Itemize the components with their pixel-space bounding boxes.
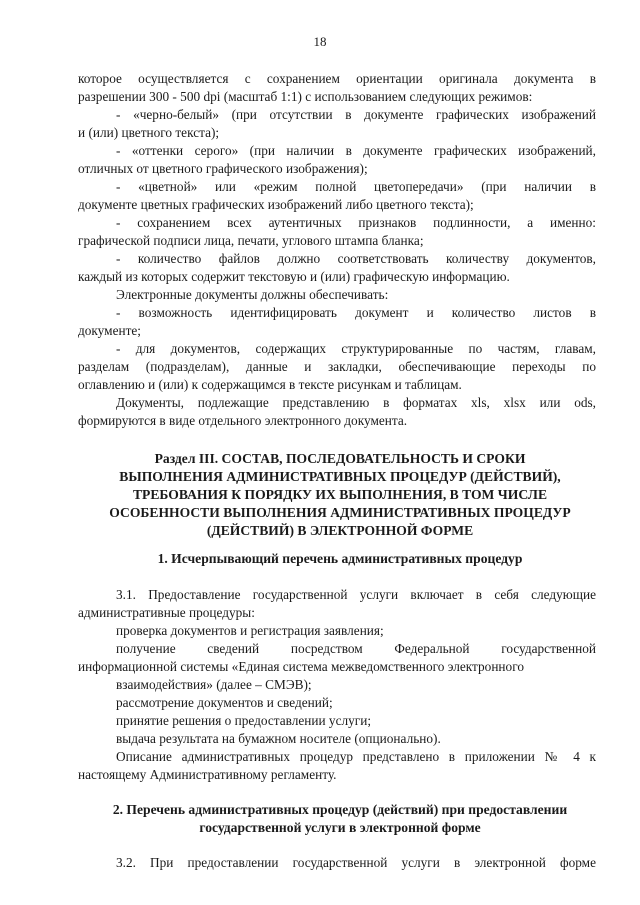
list-item-line: - для документов, содержащих структурированные по частям, главам, (116, 341, 596, 356)
text-line: административные процедуры: (78, 605, 255, 620)
text-line: разрешении 300 - 500 dpi (масштаб 1:1) с использованием следующих режимов: (78, 89, 533, 104)
section-heading-line: Раздел III. СОСТАВ, ПОСЛЕДОВАТЕЛЬНОСТЬ И СРОКИ (154, 451, 526, 466)
text-line: Электронные документы должны обеспечивать: (116, 287, 389, 302)
text-line: которое осуществляется с сохранением ориентации оригинала документа в (78, 71, 596, 86)
text-line: Описание административных процедур представлено в приложении № 4 к (116, 749, 596, 764)
text-line: формируются в виде отдельного электронного документа. (78, 413, 408, 428)
subheading: государственной услуги в электронной форме (199, 820, 481, 835)
text-line: 3.2. При предоставлении государственной услуги в электронной форме (116, 855, 596, 870)
list-item-line: графической подписи лица, печати, углового штампа бланка; (78, 233, 424, 248)
list-item-line: документе; (78, 323, 141, 338)
list-item-line: - сохранением всех аутентичных признаков подлинности, а именно: (116, 215, 596, 230)
list-item-line: - «цветной» или «режим полной цветопередачи» (при наличии в (116, 179, 596, 194)
list-item-line: - «черно-белый» (при отсутствии в документе графических изображений (116, 107, 596, 122)
list-item-line: - «оттенки серого» (при наличии в документе графических изображений, (116, 143, 596, 158)
list-item-line: - количество файлов должно соответствовать количеству документов, (116, 251, 596, 266)
list-item-line: информационной системы «Единая система межведомственного электронного (78, 659, 524, 674)
list-item-line: взаимодействия» (далее – СМЭВ); (116, 677, 312, 692)
list-item-line: получение сведений посредством Федеральной государственной (116, 641, 596, 656)
list-item: выдача результата на бумажном носителе (опционально). (116, 731, 441, 746)
list-item-line: оглавлению и (или) к содержащимся в тексте рисункам и таблицам. (78, 377, 462, 392)
list-item-line: документе цветных графических изображений либо цветного текста); (78, 197, 474, 212)
section-heading-line: ТРЕБОВАНИЯ К ПОРЯДКУ ИХ ВЫПОЛНЕНИЯ, В ТОМ ЧИСЛЕ (132, 487, 548, 502)
subheading: 1. Исчерпывающий перечень административных процедур (157, 551, 523, 566)
list-item-line: каждый из которых содержит текстовую и (или) графическую информацию. (78, 269, 510, 284)
list-item-line: и (или) цветного текста); (78, 125, 220, 140)
list-item: рассмотрение документов и сведений; (116, 695, 333, 710)
subheading: 2. Перечень административных процедур (действий) при предоставлении (112, 802, 568, 817)
list-item-line: разделам (подразделам), данные и закладки, обеспечивающие переходы по (78, 359, 596, 374)
text-line: Документы, подлежащие представлению в форматах xls, xlsx или ods, (116, 395, 596, 410)
section-heading-line: (ДЕЙСТВИЙ) В ЭЛЕКТРОННОЙ ФОРМЕ (206, 523, 474, 538)
list-item: принятие решения о предоставлении услуги; (116, 713, 372, 728)
section-heading-line: ВЫПОЛНЕНИЯ АДМИНИСТРАТИВНЫХ ПРОЦЕДУР (ДЕЙСТВИЙ), (119, 469, 561, 484)
text-line: 3.1. Предоставление государственной услуги включает в себя следующие (116, 587, 596, 602)
text-line: настоящему Административному регламенту. (78, 767, 337, 782)
page-number: 18 (313, 34, 327, 49)
list-item-line: отличных от цветного графического изображения); (78, 161, 368, 176)
list-item: проверка документов и регистрация заявления; (116, 623, 384, 638)
section-heading-line: ОСОБЕННОСТИ ВЫПОЛНЕНИЯ АДМИНИСТРАТИВНЫХ ПРОЦЕДУР (109, 505, 571, 520)
list-item-line: - возможность идентифицировать документ и количество листов в (116, 305, 596, 320)
